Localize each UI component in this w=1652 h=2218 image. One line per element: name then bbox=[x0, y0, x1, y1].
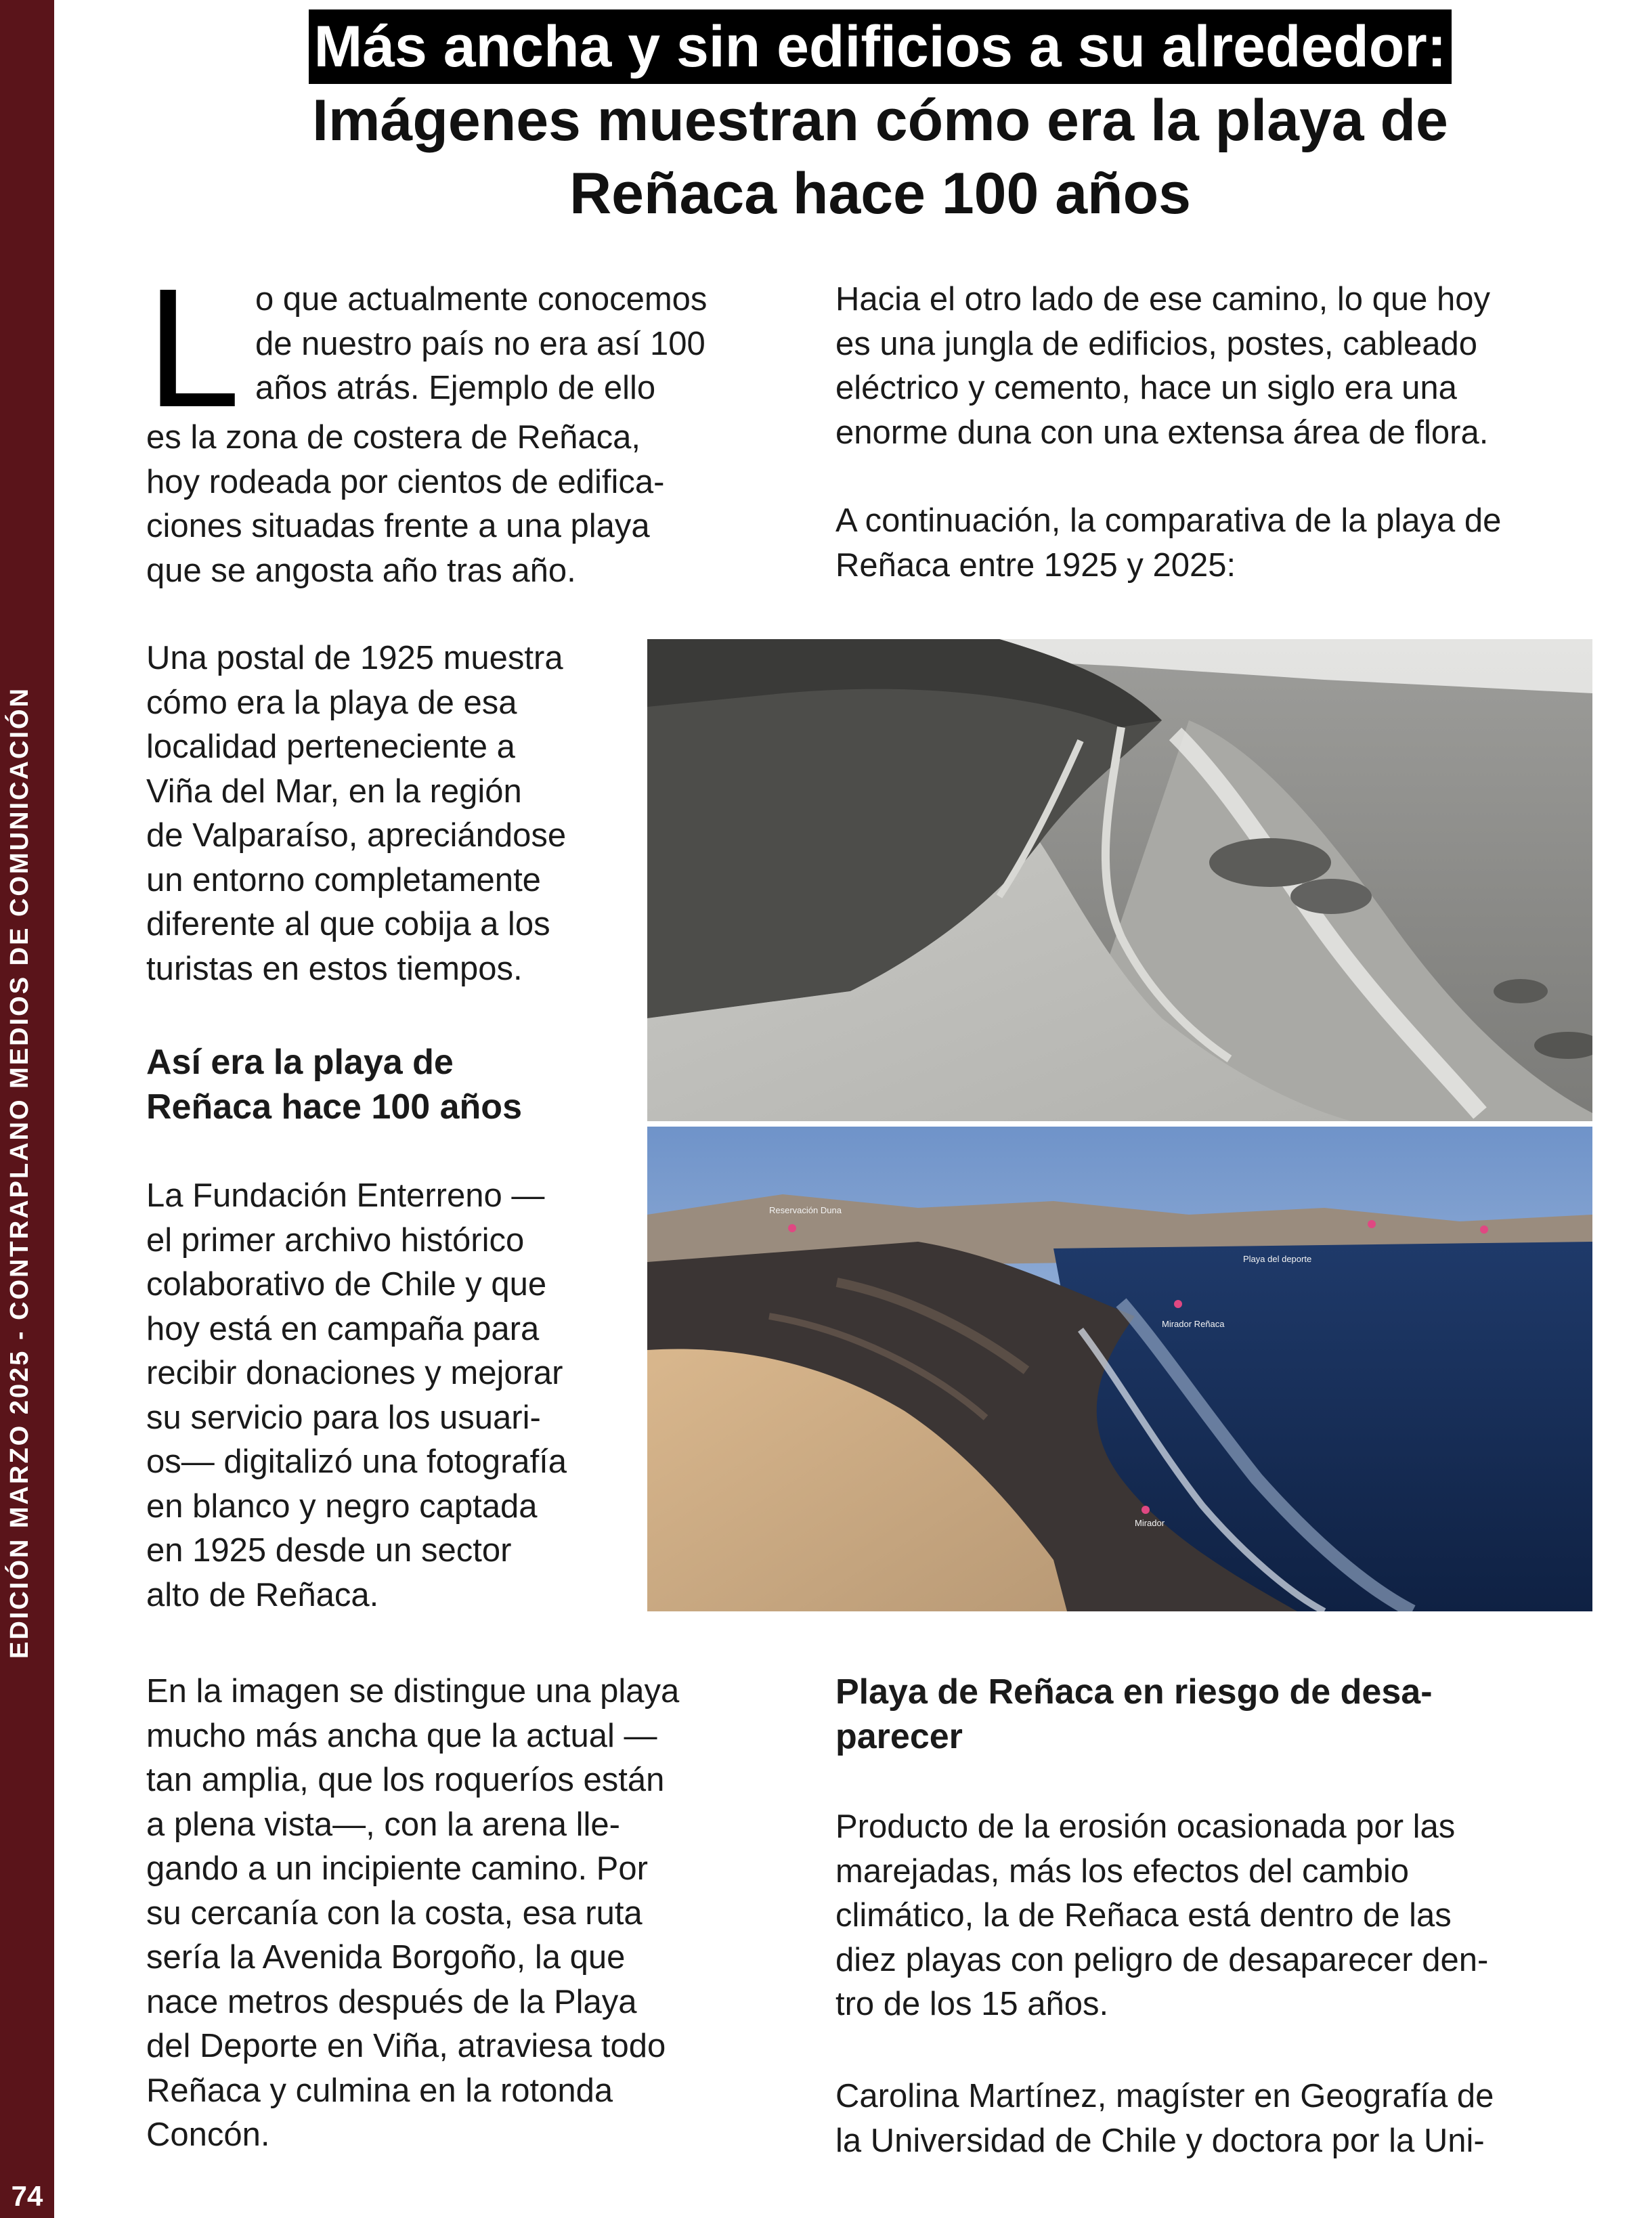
text-line: eléctrico y cemento, hace un siglo era una bbox=[835, 370, 1457, 406]
text-line: es la zona de costera de Reñaca, bbox=[146, 419, 641, 456]
postal-paragraph bbox=[146, 636, 647, 991]
imagen-paragraph bbox=[146, 1670, 823, 2158]
text-line: un entorno completamente bbox=[146, 861, 541, 898]
text-line: turistas en estos tiempos. bbox=[146, 950, 523, 987]
text-line: tro de los 15 años. bbox=[835, 1986, 1109, 2022]
text-line: localidad perteneciente a bbox=[146, 729, 515, 765]
text-line: Carolina Martínez, magíster en Geografía de bbox=[835, 2078, 1494, 2114]
text-line: el primer archivo histórico bbox=[146, 1221, 525, 1259]
right-column-top bbox=[835, 278, 1614, 588]
text-line: diferente al que cobija a los bbox=[146, 906, 550, 942]
text-line: hoy rodeada por cientos de edifica- bbox=[146, 463, 665, 500]
text-line: diez playas con peligro de desaparecer den- bbox=[835, 1941, 1489, 1978]
text-line: años atrás. Ejemplo de ello bbox=[255, 370, 656, 406]
text-line: Reñaca y culmina en la rotonda bbox=[146, 2072, 613, 2109]
text-line: alto de Reñaca. bbox=[146, 1576, 379, 1613]
text-line: Reñaca entre 1925 y 2025: bbox=[835, 546, 1236, 584]
text-line: o que actualmente conocemos bbox=[255, 281, 708, 318]
photo-1925 bbox=[647, 639, 1592, 1121]
place-label: Mirador Reñaca bbox=[1162, 1319, 1225, 1329]
headline-line-2: Imágenes muestran cómo era la playa de bbox=[312, 88, 1448, 153]
text-line: de nuestro país no era así 100 bbox=[255, 325, 705, 362]
subhead-line: Playa de Reñaca en riesgo de desa- bbox=[835, 1672, 1433, 1712]
sidebar-band bbox=[0, 0, 54, 2218]
text-line: ciones situadas frente a una playa bbox=[146, 508, 650, 544]
edition-label: EDICIÓN MARZO 2025 - CONTRAPLANO MEDIOS DE COMUNICACIÓN bbox=[5, 687, 34, 1659]
place-label: Playa del deporte bbox=[1243, 1254, 1312, 1264]
text-line: mucho más ancha que la actual — bbox=[146, 1717, 657, 1754]
text-line: de Valparaíso, apreciándose bbox=[146, 817, 567, 854]
subhead-line: Reñaca hace 100 años bbox=[146, 1087, 522, 1127]
subhead-1 bbox=[146, 1040, 647, 1129]
text-line: colaborativo de Chile y que bbox=[146, 1266, 547, 1303]
text-line: a plena vista—, con la arena lle- bbox=[146, 1806, 620, 1843]
carolina-paragraph bbox=[835, 2074, 1614, 2163]
text-line: del Deporte en Viña, atraviesa todo bbox=[146, 2028, 666, 2064]
text-line: tan amplia, que los roqueríos están bbox=[146, 1762, 665, 1798]
text-line: es una jungla de edificios, postes, cableado bbox=[835, 325, 1477, 362]
text-line: os— digitalizó una fotografía bbox=[146, 1443, 567, 1480]
text-line: Hacia el otro lado de ese camino, lo que hoy bbox=[835, 281, 1490, 318]
text-line: Una postal de 1925 muestra bbox=[146, 640, 563, 676]
text-line: que se angosta año tras año. bbox=[146, 552, 576, 589]
intro-paragraph bbox=[146, 253, 756, 593]
drop-cap: L bbox=[146, 253, 241, 442]
subhead-2 bbox=[835, 1670, 1614, 1759]
headline-line-1: Más ancha y sin edificios a su alrededor: bbox=[309, 9, 1452, 84]
photo-2025 bbox=[647, 1127, 1592, 1611]
place-label: Mirador bbox=[1135, 1518, 1165, 1528]
place-label: Reservación Duna bbox=[769, 1205, 842, 1215]
erosion-paragraph bbox=[835, 1805, 1614, 2027]
headline bbox=[135, 9, 1625, 230]
headline-line-3: Reñaca hace 100 años bbox=[569, 161, 1191, 226]
text-line: su cercanía con la costa, esa ruta bbox=[146, 1894, 643, 1932]
text-line: climático, la de Reñaca está dentro de las bbox=[835, 1897, 1452, 1934]
subhead-line: parecer bbox=[835, 1717, 963, 1756]
page-number: 74 bbox=[11, 2180, 43, 2212]
subhead-line: Así era la playa de bbox=[146, 1043, 454, 1082]
text-line: A continuación, la comparativa de la playa de bbox=[835, 502, 1502, 539]
text-line: Concón. bbox=[146, 2116, 270, 2153]
text-line: La Fundación Enterreno — bbox=[146, 1177, 545, 1214]
text-line: nace metros después de la Playa bbox=[146, 1983, 637, 2020]
text-line: en 1925 desde un sector bbox=[146, 1532, 512, 1569]
text-line: recibir donaciones y mejorar bbox=[146, 1355, 563, 1391]
text-line: gando a un incipiente camino. Por bbox=[146, 1850, 648, 1887]
text-line: hoy está en campaña para bbox=[146, 1310, 540, 1347]
text-line: marejadas, más los efectos del cambio bbox=[835, 1852, 1409, 1890]
text-line: su servicio para los usuari- bbox=[146, 1399, 541, 1436]
text-line: la Universidad de Chile y doctora por la Uni- bbox=[835, 2122, 1485, 2159]
text-line: sería la Avenida Borgoño, la que bbox=[146, 1939, 626, 1976]
text-line: Producto de la erosión ocasionada por las bbox=[835, 1808, 1456, 1845]
text-line: cómo era la playa de esa bbox=[146, 684, 517, 721]
fundacion-paragraph bbox=[146, 1174, 647, 1617]
text-line: Viña del Mar, en la región bbox=[146, 773, 522, 810]
text-line: En la imagen se distingue una playa bbox=[146, 1673, 680, 1710]
text-line: enorme duna con una extensa área de flora. bbox=[835, 414, 1489, 451]
text-line: en blanco y negro captada bbox=[146, 1487, 538, 1525]
